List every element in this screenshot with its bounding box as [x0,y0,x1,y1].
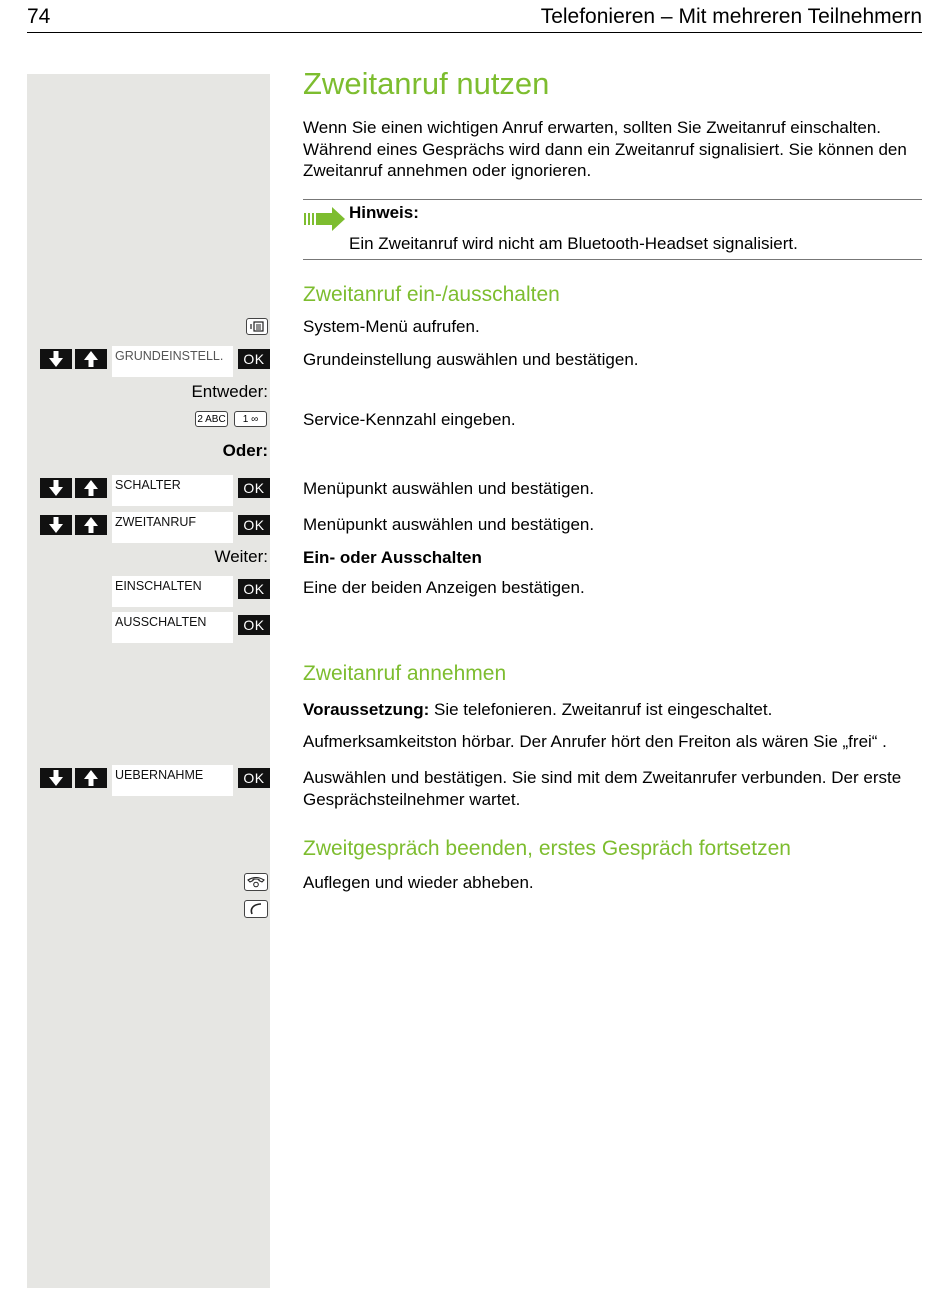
prereq-label: Voraussetzung: [303,700,430,719]
ok-button[interactable]: OK [238,349,270,369]
label-weiter: Weiter: [214,547,268,566]
step-menu-text: System-Menü aufrufen. [303,317,480,336]
display-schalter: SCHALTER [112,475,233,506]
section-title-ein-aus: Zweitanruf ein-/ausschalten [303,283,560,306]
up-arrow-icon[interactable] [75,768,107,788]
page-number: 74 [27,5,51,28]
menu-key-icon[interactable] [246,318,268,335]
step-zweitanruf-text: Menüpunkt auswählen und bestätigen. [303,515,595,534]
left-column [27,74,270,1288]
step-ein-aus-text: Ein- oder Ausschalten [303,548,482,567]
ok-button[interactable]: OK [238,615,270,635]
header-title: Telefonieren – Mit mehreren Teilnehmern [540,5,922,28]
note-label: Hinweis: [349,203,419,222]
step-auflegen-text: Auflegen und wieder abheben. [303,873,534,892]
ok-button[interactable]: OK [238,515,270,535]
display-zweitanruf: ZWEITANRUF [112,512,233,543]
pick-up-icon[interactable] [244,900,268,918]
key-1[interactable]: 1 ∞ [234,411,267,427]
note-rule-top [303,199,922,200]
hang-up-icon[interactable] [244,873,268,891]
display-einschalten: EINSCHALTEN [112,576,233,607]
display-grundeinstell: GRUNDEINSTELL. [112,346,233,377]
accept-text: Auswählen und bestätigen. Sie sind mit dem Zweitanrufer verbunden. Der erste Gesprächsteilnehmer wartet. [303,768,902,809]
step-grund-text: Grundeinstellung auswählen und bestätigen. [303,350,639,369]
label-entweder: Entweder: [191,382,268,401]
note-arrow-icon [304,207,346,236]
section-title-annehmen: Zweitanruf annehmen [303,662,507,685]
up-arrow-icon[interactable] [75,478,107,498]
down-arrow-icon[interactable] [40,478,72,498]
ok-button[interactable]: OK [238,478,270,498]
page-title: Zweitanruf nutzen [303,66,550,101]
step-schalter-text: Menüpunkt auswählen und bestätigen. [303,479,595,498]
down-arrow-icon[interactable] [40,349,72,369]
label-oder: Oder: [222,441,268,460]
note-rule-bottom [303,259,922,260]
tone-text: Aufmerksamkeitston hörbar. Der Anrufer hört den Freiton als wären Sie „frei“ . [303,732,887,751]
prereq-line [303,699,928,721]
down-arrow-icon[interactable] [40,515,72,535]
note-text: Ein Zweitanruf wird nicht am Bluetooth-Headset signalisiert. [349,234,798,253]
section-title-beenden: Zweitgespräch beenden, erstes Gespräch fortsetzen [303,837,791,860]
up-arrow-icon[interactable] [75,349,107,369]
ok-button[interactable]: OK [238,768,270,788]
intro-text: Wenn Sie einen wichtigen Anruf erwarten, sollten Sie Zweitanruf einschalten. Während eines Gesprächs wird dann ein Zweitanruf signalisiert. Sie können den Zweitanruf annehmen oder ignorieren. [303,118,907,180]
key-2[interactable]: 2 ABC [195,411,228,427]
display-ausschalten: AUSSCHALTEN [112,612,233,643]
up-arrow-icon[interactable] [75,515,107,535]
step-kennzahl-text: Service-Kennzahl eingeben. [303,410,516,429]
header-rule [27,32,922,33]
ok-button[interactable]: OK [238,579,270,599]
step-bestaetigen-text: Eine der beiden Anzeigen bestätigen. [303,578,585,597]
display-uebernahme: UEBERNAHME [112,765,233,796]
prereq-text: Sie telefonieren. Zweitanruf ist eingeschaltet. [429,700,773,719]
down-arrow-icon[interactable] [40,768,72,788]
